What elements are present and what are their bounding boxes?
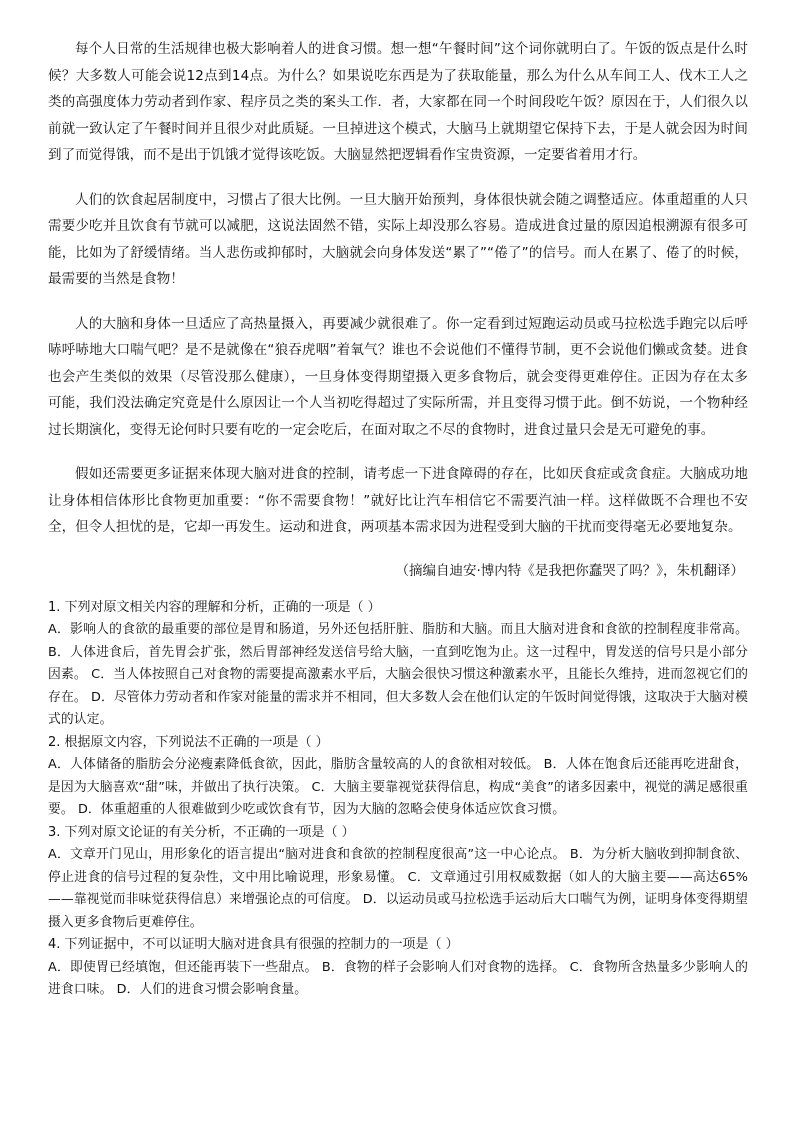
question-options: A．人体储备的脂肪会分泌瘦素降低食欲，因此，脂肪含量较高的人的食欲相对较低。 B．人体在饱食后还能再吃进甜食，是因为大脑喜欢“甜”味，并做出了执行决策。 C．大脑主要靠视觉获得信息，构成“美食”的诸多因素中，视觉的满足感很重要。 D．体重超重的人很难做到少吃或饮食有节，因为大脑的忽略会使身体适应饮食习惯。 (48, 757, 748, 817)
question-item (48, 822, 748, 935)
question-options: A．影响人的食欲的最重要的部位是胃和肠道，另外还包括肝脏、脂肪和大脑。而且大脑对进食和食欲的控制程度非常高。 B．人体进食后，首先胃会扩张，然后胃部神经发送信号给大脑，一直到吃饱为止。这一过程中，胃发送的信号只是小部分因素。 C．当人体按照自己对食物的需要提高激素水平后，大脑会很快习惯这种激素水平，且能长久维持，进而忽视它们的存在。 D．尽管体力劳动者和作家对能量的需求并不相同，但大多数人会在他们认定的午饭时间觉得饿，这取决于大脑对模式的认定。 (48, 622, 748, 727)
question-options: A．即使胃已经填饱，但还能再装下一些甜点。 B．食物的样子会影响人们对食物的选择。 C．食物所含热量多少影响人的进食口味。 D．人们的进食习惯会影响食量。 (48, 959, 748, 997)
document-page (48, 36, 748, 1002)
question-item (48, 597, 748, 732)
question-stem: 3. 下列对原文论证的有关分析，不正确的一项是（ ） (48, 824, 355, 840)
question-item (48, 934, 748, 1002)
passage-paragraph: 每个人日常的生活规律也极大影响着人的进食习惯。想一想“午餐时间”这个词你就明白了。午饭的饭点是什么时候？大多数人可能会说12点到14点。为什么？如果说吃东西是为了获取能量，那么为什么从车间工人、伐木工人之类的高强度体力劳动者到作家、程序员之类的案头工作．者，大家都在同一个时间段吃午饭？原因在于，人们很久以前就一致认定了午餐时间并且很少对此质疑。一旦掉进这个模式，大脑马上就期望它保持下去，于是人就会因为时间到了而觉得饿，而不是出于饥饿才觉得该吃饭。大脑显然把逻辑看作宝贵资源，一定要省着用才行。 (48, 41, 748, 163)
question-list (48, 597, 748, 1002)
passage-paragraph: 人的大脑和身体一旦适应了高热量摄入，再要减少就很难了。你一定看到过短跑运动员或马拉松选手跑完以后呼哧呼哧地大口喘气吧？是不是就像在“狼吞虎咽”着氧气？谁也不会说他们不懂得节制，更不会说他们懒或贪婪。进食也会产生类似的效果（尽管没那么健康），一旦身体变得期望摄入更多食物后，就会变得更难停住。正因为存在太多可能，我们没法确定究竟是什么原因让一个人当初吃得超过了实际所需，并且变得习惯于此。倒不妨说，一个物种经过长期演化，变得无论何时只要有吃的一定会吃后，在面对取之不尽的食物时，进食过量只会是无可避免的事。 (48, 315, 748, 438)
passage (48, 36, 748, 541)
question-stem: 2. 根据原文内容，下列说法不正确的一项是（ ） (48, 734, 329, 750)
question-stem: 1. 下列对原文相关内容的理解和分析，正确的一项是（ ） (48, 599, 381, 615)
question-options: A．文章开门见山，用形象化的语言提出“脑对进食和食欲的控制程度很高”这一中心论点。 B．为分析大脑收到抑制食欲、停止进食的信号过程的复杂性，文中用比喻说理，形象易懂。 C．文章通过引用权威数据（如人的大脑主要——高达65%——靠视觉而非味觉获得信息）来增强论点的可信度。 D．以运动员或马拉松选手运动后大口喘气为例，证明身体变得期望摄入更多食物后更难停住。 (48, 847, 748, 930)
question-item (48, 732, 748, 822)
source-citation: （摘编自迪安·博内特《是我把你蠢哭了吗？》，朱机翻译） (395, 562, 744, 579)
question-stem: 4. 下列证据中，不可以证明大脑对进食具有很强的控制力的一项是（ ） (48, 937, 459, 952)
passage-paragraph: 人们的饮食起居制度中，习惯占了很大比例。一旦大脑开始预判，身体很快就会随之调整适应。体重超重的人只需要少吃并且饮食有节就可以减肥，这说法固然不错，实际上却没那么容易。造成进食过量的原因追根溯源有很多可能，比如为了舒缓情绪。当人悲伤或抑郁时，大脑就会向身体发送“累了”“倦了”的信号。而人在累了、倦了的时候，最需要的当然是食物！ (48, 191, 748, 287)
passage-paragraph: 假如还需要更多证据来体现大脑对进食的控制，请考虑一下进食障碍的存在，比如厌食症或贪食症。大脑成功地让身体相信体形比食物更加重要：“你不需要食物！”就好比让汽车相信它不需要汽油一样。这样做既不合理也不安全，但令人担忧的是，它却一再发生。运动和进食，两项基本需求因为进程受到大脑的干扰而变得毫无必要地复杂。 (48, 466, 748, 535)
